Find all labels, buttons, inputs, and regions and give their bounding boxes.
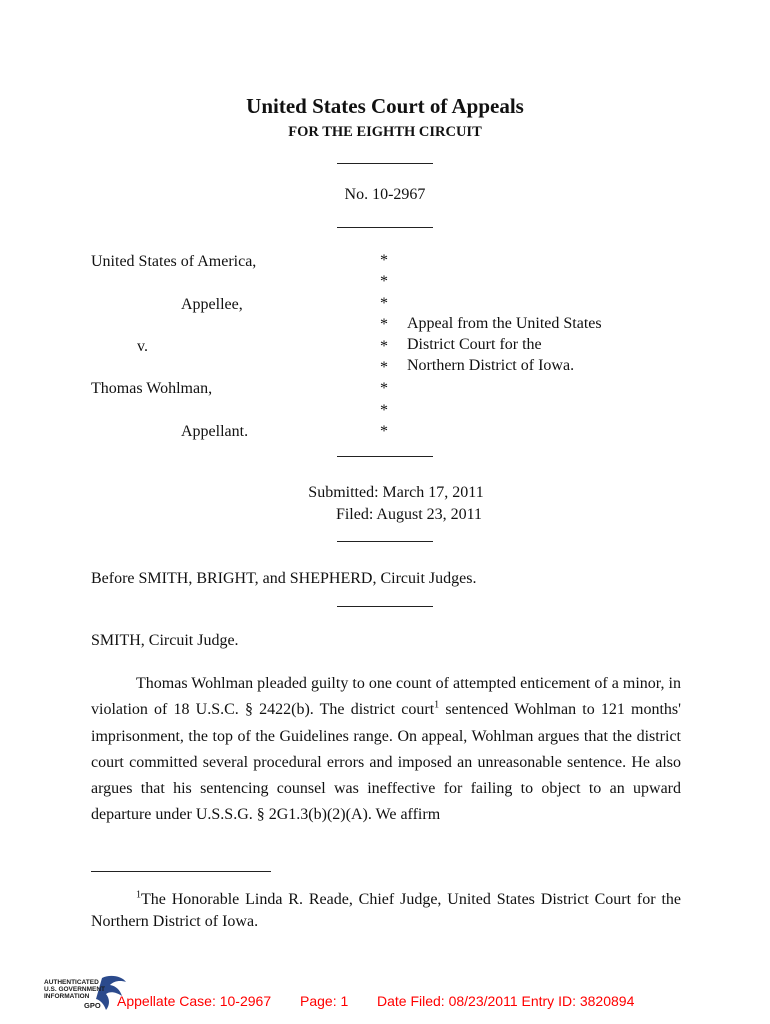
divider [337,456,433,457]
divider [337,227,433,228]
divider [337,541,433,542]
paragraph-text: sentenced Wohlman to 121 months' imprisonment, the top of the Guidelines range. On appeal, Wohlman argues that the district court committed several procedural errors and imposed an unreasonable sentence. He also argues that his sentencing counsel was ineffective for failing to object to an upward departure under U.S.S.G. § 2G1.3(b)(2)(A). We affirm [91,701,682,824]
defendant-role: Appellant. [181,423,249,440]
gpo-line: U.S. GOVERNMENT [44,986,106,993]
plaintiff-name: United States of America, [91,253,257,270]
case-number: No. 10-2967 [344,186,426,203]
appeal-origin [407,313,602,376]
star: * [380,273,388,291]
footnote-reference[interactable]: 1 [434,699,440,711]
footnote-mark: 1 [136,889,141,901]
star: * [380,401,388,419]
plaintiff-role: Appellee, [181,296,243,313]
star: * [380,380,388,398]
star: * [380,359,388,377]
paragraph-text: Thomas Wohlman pleaded guilty to one count of attempted enticement of a minor, in violation of 18 U.S.C. § 2422(b). The district court [91,675,681,719]
footnote-rule [91,871,271,872]
gpo-line: INFORMATION [44,993,90,1000]
star: * [380,337,388,355]
submitted-date: Submitted: March 17, 2011 [308,484,484,501]
panel-judges: Before SMITH, BRIGHT, and SHEPHERD, Circuit Judges. [91,570,477,587]
divider [337,163,433,164]
court-title: United States Court of Appeals [246,94,524,118]
caption-stars [377,250,391,443]
footer-date-entry: Date Filed: 08/23/2011 Entry ID: 3820894 [377,993,635,1009]
gpo-abbr: GPO [84,1001,101,1010]
versus: v. [137,338,148,355]
footnote-text: The Honorable Linda R. Reade, Chief Judge, United States District Court for the Northern District of Iowa. [91,891,681,930]
footnote [91,889,681,933]
opinion-author: SMITH, Circuit Judge. [91,632,239,649]
star: * [380,316,388,334]
opinion-paragraph [91,671,681,829]
star: * [380,294,388,312]
footer-case: Appellate Case: 10-2967 [117,993,272,1009]
appeal-line: Northern District of Iowa. [407,357,575,374]
defendant-name: Thomas Wohlman, [91,380,213,397]
footer-page: Page: 1 [300,993,349,1009]
gpo-line: AUTHENTICATED [44,979,99,986]
filed-date: Filed: August 23, 2011 [335,506,483,523]
divider [337,606,433,607]
filing-dates [0,482,770,526]
circuit-name: FOR THE EIGHTH CIRCUIT [288,124,482,140]
star: * [380,252,388,269]
appeal-line: District Court for the [407,336,542,353]
star: * [380,423,388,441]
appeal-line: Appeal from the United States [407,315,602,332]
